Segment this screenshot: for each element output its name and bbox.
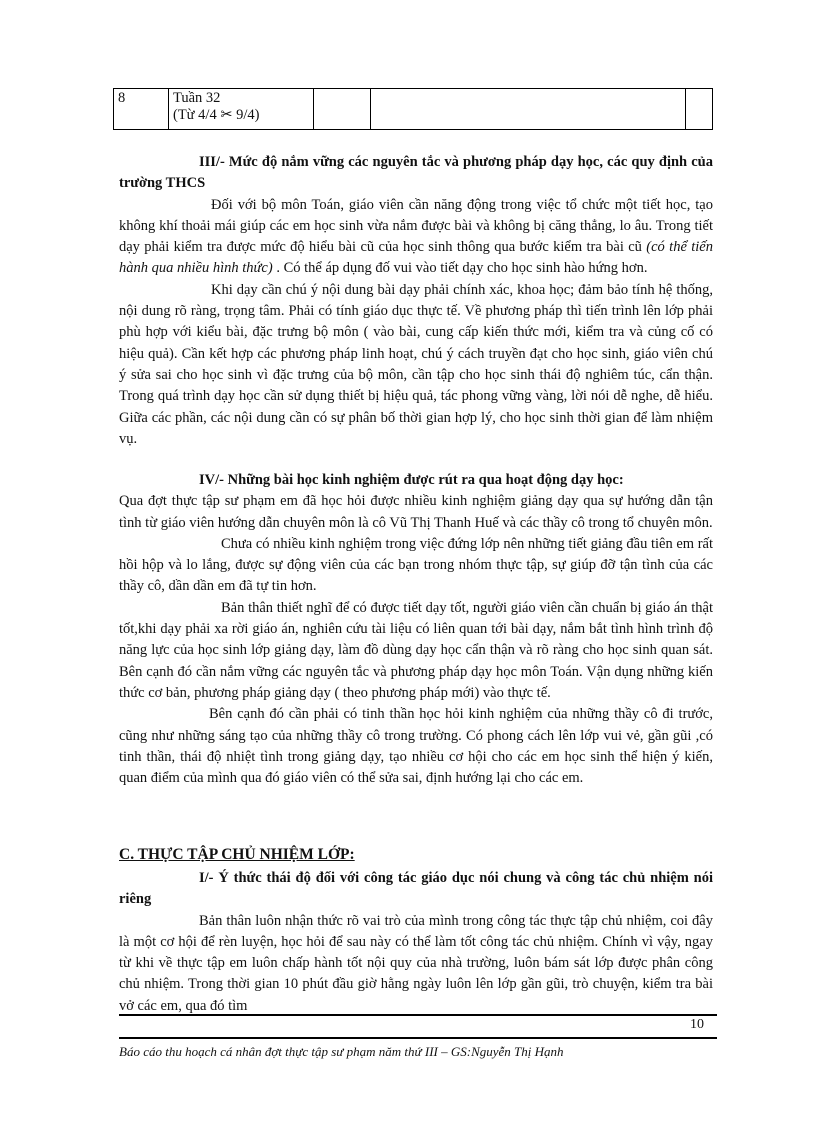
paragraph: Bên cạnh đó cần phải có tinh thần học hỏi kinh nghiệm của những thầy cô đi trước, cũng như những sáng tạo của những thầy cô trong trường. Có phong cách lên lớp vui vẻ, gần gũi ,có tinh thần, thái độ nhiệt tình trong giảng dạy, tạo nhiều cơ hội cho các em học sinh thể hiện ý kiến, quan điểm của mình qua đó giáo viên có thể sửa sai, định hướng lại cho các em. [119, 706, 713, 787]
section-iv [119, 470, 713, 789]
week-range: (Từ 4/4 ✂ 9/4) [173, 107, 260, 123]
paragraph: Bản thân thiết nghĩ để có được tiết dạy tốt, người giáo viên cần chuẩn bị giáo án thật tốt,khi dạy phải xa rời giáo án, nghiên cứu tài liệu có liên quan tới bài dạy, nắm bắt tình hình trình độ năng lực của học sinh lớp giảng dạy, làm đồ dùng dạy học cẩn thận và rõ ràng cho học sinh quan sát. Bên cạnh đó cần nắm vững các nguyên tắc và phương pháp dạy học môn Toán. Vận dụng những kiến thức cơ bản, phương pháp giảng dạy ( theo phương pháp mới) vào thực tế. [119, 599, 713, 701]
table-row [114, 89, 713, 130]
section-c [119, 868, 713, 1017]
section-iv-heading: IV/- Những bài học kinh nghiệm được rút ra qua hoạt động dạy học: [199, 472, 624, 488]
paragraph: Qua đợt thực tập sư phạm em đã học hỏi được nhiều kinh nghiệm giảng dạy qua sự hướng dẫn tận tình từ giáo viên hướng dẫn chuyên môn là cô Vũ Thị Thanh Huế và các thầy cô trong tổ chuyên môn. [119, 493, 713, 531]
table-cell-empty [686, 89, 713, 130]
table-cell-empty [314, 89, 371, 130]
week-label: Tuần 32 [173, 90, 221, 106]
table-cell-empty [371, 89, 686, 130]
paragraph: Chưa có nhiều kinh nghiệm trong việc đứng lớp nên những tiết giảng đầu tiên em rất hồi hộp và lo lắng, được sự động viên của các bạn trong nhóm thực tập, sự giúp đỡ tận tình của các thầy cô, dần dần em đã tự tin hơn. [119, 535, 713, 595]
table-cell-week [169, 89, 314, 130]
scissors-icon: ✂ [220, 107, 233, 123]
footer-text: Báo cáo thu hoạch cá nhân đợt thực tập sư phạm năm thứ III – GS:Nguyễn Thị Hạnh [119, 1044, 564, 1059]
section-c-heading: C. THỰC TẬP CHỦ NHIỆM LỚP: [119, 846, 355, 863]
page-number: 10 [690, 1017, 704, 1032]
paragraph: Đối với bộ môn Toán, giáo viên cần năng động trong việc tổ chức một tiết học, tạo không khí thoải mái giúp các em học sinh vừa nắm được bài và không bị căng thẳng, lo âu. Trong tiết dạy phải kiểm tra được mức độ hiểu bài cũ của học sinh thông qua bước kiểm tra bài cũ (có thể tiến hành qua nhiều hình thức) . Có thể áp dụng đố vui vào tiết dạy cho học sinh hào hứng hơn. [119, 196, 713, 277]
paragraph: Bản thân luôn nhận thức rõ vai trò của mình trong công tác thực tập chủ nhiệm, coi đây là một cơ hội để rèn luyện, học hỏi để sau này có thể làm tốt công tác chủ nhiệm. Chính vì vậy, ngay từ khi về thực tập em luôn chấp hành tốt nội quy của nhà trường, luôn bám sát lớp được phân công chủ nhiệm. Trong thời gian 10 phút đầu giờ hằng ngày luôn lên lớp gần gũi, trò chuyện, kiểm tra bài vở các em, qua đó tìm [119, 912, 713, 1014]
table-cell-number: 8 [114, 89, 169, 130]
schedule-table [113, 88, 713, 130]
section-iii-heading: III/- Mức độ nắm vững các nguyên tắc và phương pháp dạy học, các quy định của trường THCS [119, 154, 713, 192]
section-c-subheading: I/- Ý thức thái độ đối với công tác giáo dục nói chung và công tác chủ nhiệm nói riêng [119, 870, 713, 908]
footer-divider [119, 1037, 717, 1039]
section-iii [119, 152, 713, 450]
paragraph: Khi dạy cần chú ý nội dung bài dạy phải chính xác, khoa học; đảm bảo tính hệ thống, nội dung rõ ràng, trọng tâm. Phải có tính giáo dục thực tế. Về phương pháp thì tiến trình lên lớp phải phù hợp với kiểu bài, đặc trưng bộ môn ( vào bài, cung cấp kiến thức mới, kiểm tra và củng cố có hiệu quả). Cần kết hợp các phương pháp linh hoạt, chú ý cách truyền đạt cho học sinh, giáo viên chú ý sửa sai cho học sinh vì đặc trưng của bộ môn, cần tập cho học sinh thái độ nghiêm túc, cẩn thận. Trong quá trình dạy học cần sử dụng thiết bị hiệu quả, tác phong vững vàng, lời nói dễ nghe, dễ hiểu. Giữa các phần, các nội dung cần có sự phân bố thời gian hợp lý, cho học sinh thời gian để làm nhiệm vụ. [119, 281, 713, 447]
footer-divider [119, 1014, 717, 1016]
